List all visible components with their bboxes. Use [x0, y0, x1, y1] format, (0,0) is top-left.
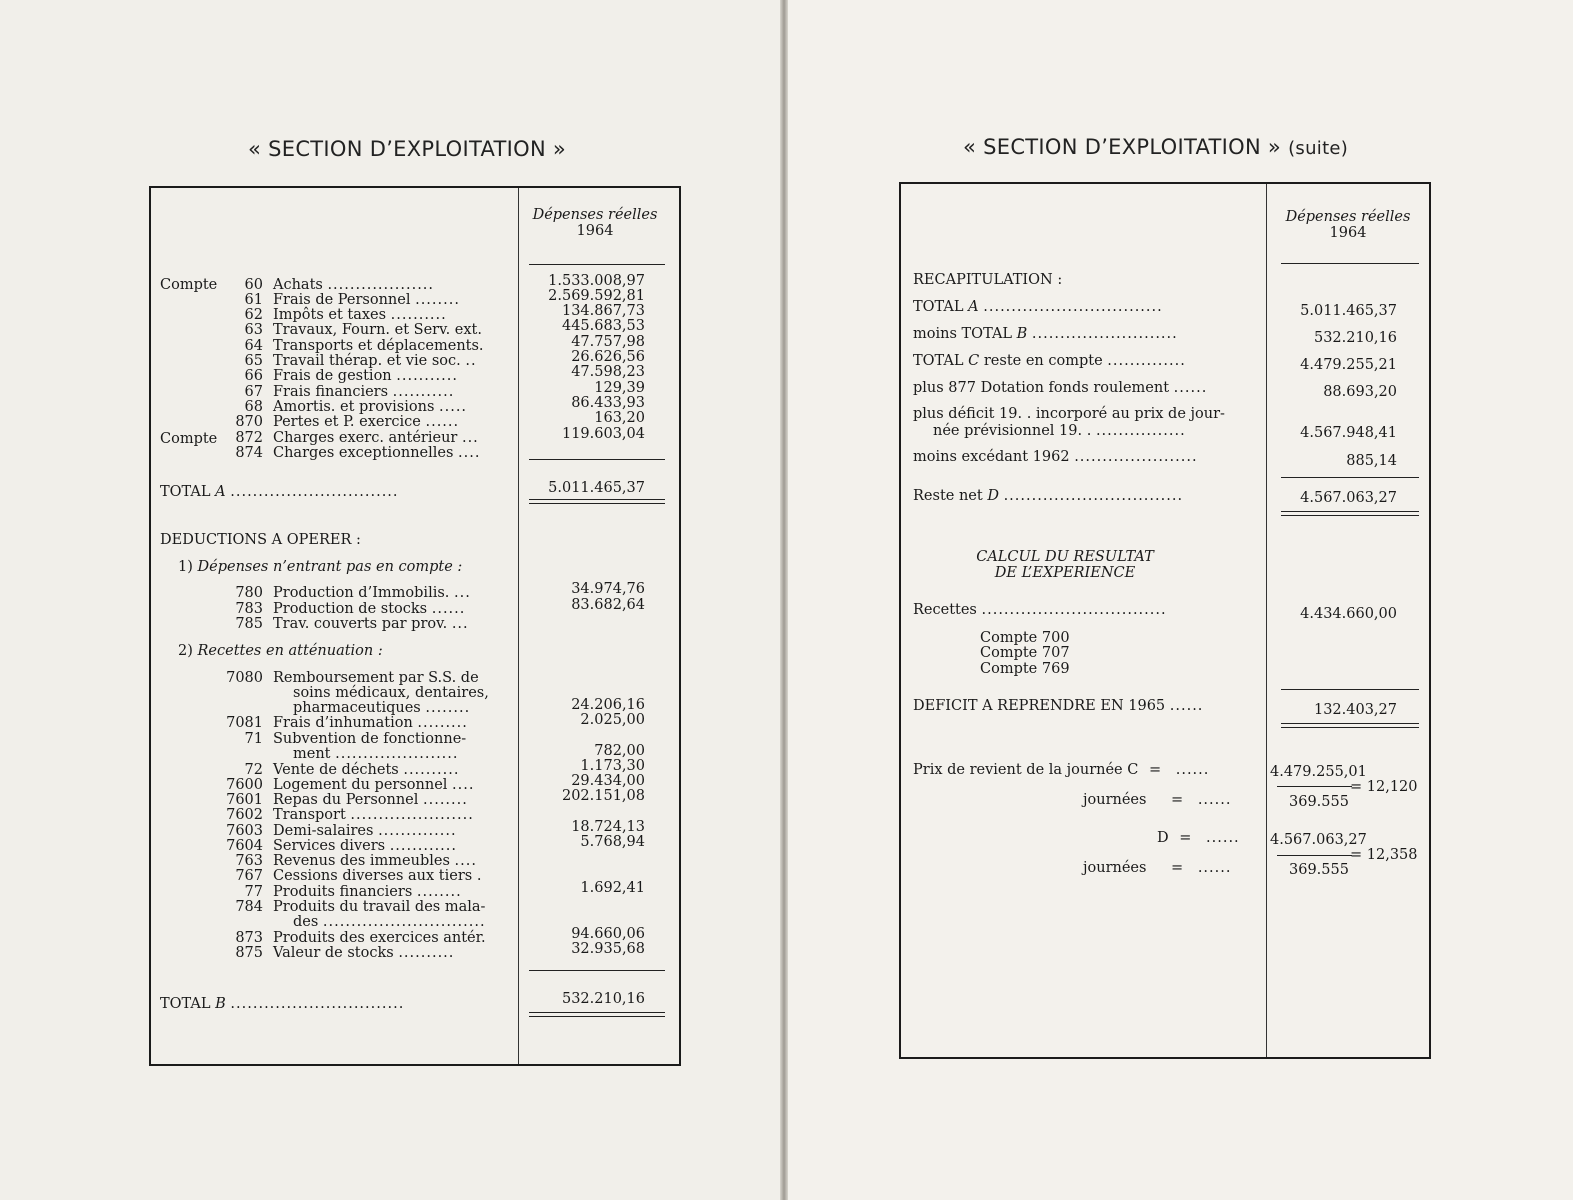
- item-7080-amount: 24.206,16: [571, 697, 645, 713]
- code-7080: 7080: [226, 670, 263, 686]
- column-header-year: 1964: [576, 223, 614, 239]
- account-code: 61: [244, 292, 263, 308]
- account-label: [273, 399, 467, 415]
- code-71: 71: [244, 731, 263, 747]
- item-71-line2: [293, 746, 459, 762]
- leader-dots: ......: [431, 601, 466, 617]
- prix-numerator: 4.479.255,01: [1270, 764, 1367, 780]
- account-code: 7603: [226, 823, 263, 839]
- right-title-text: « SECTION D’EXPLOITATION »: [963, 135, 1282, 159]
- item-7081-dots: .........: [417, 715, 468, 731]
- excedant-row: [913, 449, 1198, 465]
- account-label-text: Transports et déplacements.: [273, 338, 484, 354]
- account-label: [273, 945, 454, 961]
- account-label: [273, 368, 458, 384]
- deficit-row: [913, 698, 1203, 714]
- account-code: 7604: [226, 838, 263, 854]
- prix-row: [913, 762, 1209, 778]
- journees-2-dots: ......: [1197, 860, 1232, 876]
- account-amount: 163,20: [594, 410, 645, 426]
- account-label-text: Vente de déchets: [273, 762, 399, 778]
- d-fraction-bar: [1277, 855, 1352, 856]
- deficit-line-2: [933, 423, 1186, 439]
- compte-769: Compte 769: [980, 661, 1070, 677]
- section-2-label: Recettes en atténuation :: [197, 643, 383, 659]
- account-amount: 2.569.592,81: [548, 288, 645, 304]
- account-code: 872: [235, 430, 263, 446]
- account-label-text: Travaux, Fourn. et Serv. ext.: [273, 322, 482, 338]
- column-header-title: Dépenses réelles: [1285, 209, 1411, 225]
- account-label-text: Demi-salaires: [273, 823, 374, 839]
- compte-700: Compte 700: [980, 630, 1070, 646]
- account-code: 870: [235, 414, 263, 430]
- recap-line-prefix: moins TOTAL: [913, 326, 1013, 342]
- account-amount: 18.724,13: [571, 819, 645, 835]
- item-71-line1: Subvention de fonctionne-: [273, 731, 467, 747]
- recettes-dots: .................................: [981, 602, 1167, 618]
- account-label: [273, 838, 457, 854]
- account-label: [273, 792, 468, 808]
- item-7081-text: Frais d’inhumation: [273, 715, 413, 731]
- account-label: [273, 777, 474, 793]
- account-label: [273, 292, 460, 308]
- account-label: [273, 823, 457, 839]
- recap-line-prefix: TOTAL: [913, 299, 964, 315]
- account-label-text: Services divers: [273, 838, 386, 854]
- account-code: 7600: [226, 777, 263, 793]
- calcul-heading-2: DE L’EXPERIENCE: [994, 565, 1136, 581]
- account-amount: 1.173,30: [580, 758, 645, 774]
- leader-dots: ............: [389, 838, 458, 854]
- total-b-row: [160, 996, 404, 1012]
- book-gutter: [780, 0, 788, 1200]
- compte-label: Compte: [160, 277, 218, 293]
- d-eq: =: [1179, 830, 1192, 846]
- leader-dots: .: [476, 868, 483, 884]
- account-label: [273, 807, 474, 823]
- recap-line-amount: 5.011.465,37: [1300, 303, 1397, 319]
- account-label-text: Frais de gestion: [273, 368, 392, 384]
- item-784-line2: [293, 914, 486, 930]
- account-amount: 445.683,53: [561, 318, 645, 334]
- reste-net-label: Reste net: [913, 488, 983, 504]
- total-a-dots: ..............................: [230, 484, 399, 500]
- leader-dots: ...................: [327, 277, 435, 293]
- recap-line: [913, 353, 1186, 369]
- account-code: 66: [244, 368, 263, 384]
- right-page-title: [963, 135, 1348, 159]
- deficit-amount: 132.403,27: [1313, 702, 1397, 718]
- account-amount: 26.626,56: [571, 349, 645, 365]
- prix-eq: =: [1148, 762, 1162, 778]
- recap-line-prefix: TOTAL: [913, 353, 964, 369]
- account-code: 62: [244, 307, 263, 323]
- account-amount: 1.533.008,97: [548, 273, 645, 289]
- prix-result: = 12,120: [1350, 779, 1418, 795]
- total-b-amount: 532.210,16: [561, 991, 645, 1007]
- account-code: 785: [235, 616, 263, 632]
- leader-dots: ..............: [1107, 353, 1186, 369]
- item-7080-line3-text: pharmaceutiques: [293, 700, 421, 716]
- item-7081-label: [273, 715, 468, 731]
- deficit-label: DEFICIT A REPRENDRE EN 1965: [913, 698, 1166, 714]
- account-code: 783: [235, 601, 263, 617]
- leader-dots: ........: [423, 792, 468, 808]
- journees-1-eq: =: [1171, 792, 1184, 808]
- subtotal-rule: [529, 459, 665, 460]
- account-label-text: Revenus des immeubles: [273, 853, 450, 869]
- account-label: [273, 868, 482, 884]
- leader-dots: ...: [461, 430, 479, 446]
- account-label: [273, 930, 486, 946]
- deficit-line-1: plus déficit 19. . incorporé au prix de jour-: [913, 406, 1225, 422]
- leader-dots: ....: [454, 853, 477, 869]
- account-label-text: Charges exceptionnelles: [273, 445, 454, 461]
- deductions-heading: DEDUCTIONS A OPERER :: [160, 532, 361, 548]
- column-divider: [518, 188, 519, 1064]
- account-label: [273, 277, 434, 293]
- account-code: 68: [244, 399, 263, 415]
- prix-label: Prix de revient de la journée C: [913, 762, 1139, 778]
- section-1-label: Dépenses n’entrant pas en compte :: [197, 559, 463, 575]
- account-amount: 129,39: [594, 380, 645, 396]
- excedant-dots: ......................: [1074, 449, 1198, 465]
- account-label: [273, 601, 465, 617]
- recap-line-suffix: reste en compte: [983, 353, 1103, 369]
- account-label-text: Valeur de stocks: [273, 945, 394, 961]
- account-code: 780: [235, 585, 263, 601]
- recettes-label: Recettes: [913, 602, 977, 618]
- leader-dots: ......................: [350, 807, 474, 823]
- account-code: 72: [244, 762, 263, 778]
- d-denominator: 369.555: [1289, 862, 1349, 878]
- code-784: 784: [235, 899, 263, 915]
- item-7080-line2: soins médicaux, dentaires,: [293, 685, 489, 701]
- account-amount: 29.434,00: [571, 773, 645, 789]
- account-label-text: Production d’Immobilis.: [273, 585, 450, 601]
- total-b-double-rule: [529, 1012, 665, 1017]
- account-code: 77: [244, 884, 263, 900]
- account-amount: 32.935,68: [571, 941, 645, 957]
- account-code: 7602: [226, 807, 263, 823]
- total-a-amount: 5.011.465,37: [548, 480, 645, 496]
- recap-line-letter: B: [1016, 326, 1028, 342]
- account-label-text: Impôts et taxes: [273, 307, 387, 323]
- account-label: [273, 884, 462, 900]
- item-7080-line1: Remboursement par S.S. de: [273, 670, 479, 686]
- account-amount: 119.603,04: [561, 426, 645, 442]
- leader-dots: ...: [451, 616, 469, 632]
- total-a-letter: A: [215, 484, 226, 500]
- header-rule: [529, 264, 665, 265]
- deficit-line-2-text: née prévisionnel 19. .: [933, 423, 1092, 439]
- d-numerator: 4.567.063,27: [1270, 832, 1367, 848]
- account-label-text: Production de stocks: [273, 601, 428, 617]
- account-amount: 86.433,93: [571, 395, 645, 411]
- right-title-suite: (suite): [1288, 138, 1349, 159]
- total-b-label: TOTAL: [160, 996, 211, 1012]
- leader-dots: ..........................: [1031, 326, 1178, 342]
- account-label-text: Frais de Personnel: [273, 292, 411, 308]
- leader-dots: ......: [425, 414, 460, 430]
- account-label-text: Produits financiers: [273, 884, 413, 900]
- account-code: 63: [244, 322, 263, 338]
- column-divider: [1266, 184, 1267, 1057]
- left-page-title: « SECTION D’EXPLOITATION »: [248, 137, 567, 161]
- column-header-year: 1964: [1329, 225, 1367, 241]
- subtotal-rule-b: [529, 970, 665, 971]
- recap-line-letter: C: [968, 353, 980, 369]
- account-label: [273, 353, 477, 369]
- account-label: [273, 414, 459, 430]
- section-1-number: 1): [178, 559, 193, 575]
- account-amount: 202.151,08: [561, 788, 645, 804]
- account-code: 60: [244, 277, 263, 293]
- compte-label: Compte: [160, 431, 218, 447]
- item-71-line2-text: ment: [293, 746, 331, 762]
- account-label: [273, 585, 471, 601]
- d-result: = 12,358: [1350, 847, 1418, 863]
- d-label: D: [1157, 830, 1169, 846]
- leader-dots: ........: [416, 884, 462, 900]
- leader-dots: ..........: [398, 945, 455, 961]
- journees-2-row: [1083, 860, 1231, 876]
- header-rule: [1281, 263, 1419, 264]
- recettes-amount: 4.434.660,00: [1300, 606, 1397, 622]
- prix-denominator: 369.555: [1289, 794, 1349, 810]
- deficit-line-amount: 4.567.948,41: [1300, 425, 1397, 441]
- account-label: [273, 430, 479, 446]
- calcul-heading-1: CALCUL DU RESULTAT: [976, 549, 1154, 565]
- recettes-row: [913, 602, 1167, 618]
- leader-dots: ...: [454, 585, 471, 601]
- recap-heading: RECAPITULATION :: [913, 272, 1063, 288]
- excedant-amount: 885,14: [1346, 453, 1397, 469]
- account-label-text: Trav. couverts par prov.: [273, 616, 448, 632]
- account-amount: 1.692,41: [580, 880, 645, 896]
- account-label: [273, 445, 480, 461]
- account-label: [273, 307, 447, 323]
- journees-1-row: [1083, 792, 1231, 808]
- deficit-rule: [1281, 689, 1419, 690]
- journees-2-eq: =: [1171, 860, 1184, 876]
- leader-dots: ................................: [983, 299, 1163, 315]
- journees-2-label: journées: [1083, 860, 1147, 876]
- item-784-line1: Produits du travail des mala-: [273, 899, 486, 915]
- d-dots: ......: [1206, 830, 1240, 846]
- item-7081-amount: 2.025,00: [580, 712, 645, 728]
- account-code: 7601: [226, 792, 263, 808]
- recap-line: [913, 299, 1163, 315]
- recap-line-amount: 88.693,20: [1323, 384, 1397, 400]
- account-label-text: Logement du personnel: [273, 777, 448, 793]
- deficit-dots: ......: [1169, 698, 1204, 714]
- account-code: 873: [235, 930, 263, 946]
- account-code: 875: [235, 945, 263, 961]
- account-label-text: Travail thérap. et vie soc.: [273, 353, 461, 369]
- journees-1-label: journées: [1083, 792, 1147, 808]
- section-2-number: 2): [178, 643, 193, 659]
- reste-net-double-rule: [1281, 511, 1419, 516]
- code-7081: 7081: [226, 715, 263, 731]
- recap-line-prefix: plus 877 Dotation fonds roulement: [913, 380, 1170, 396]
- compte-707: Compte 707: [980, 645, 1070, 661]
- account-code: 767: [235, 868, 263, 884]
- account-amount: 5.768,94: [580, 834, 645, 850]
- leader-dots: ...........: [392, 384, 455, 400]
- d-row: [1157, 830, 1240, 846]
- account-amount: 47.598,23: [571, 364, 645, 380]
- leader-dots: ..........: [390, 307, 447, 323]
- column-header-title: Dépenses réelles: [532, 207, 658, 223]
- account-code: 67: [244, 384, 263, 400]
- account-amount: 83.682,64: [571, 597, 645, 613]
- total-a-double-rule: [529, 499, 665, 504]
- reste-rule: [1281, 477, 1419, 478]
- recap-line-amount: 4.479.255,21: [1300, 357, 1397, 373]
- leader-dots: ........: [415, 292, 460, 308]
- total-b-letter: B: [215, 996, 226, 1012]
- account-amount: 134.867,73: [561, 303, 645, 319]
- account-code: 65: [244, 353, 263, 369]
- reste-net-dots: ................................: [1003, 488, 1184, 504]
- account-label-text: Transport: [273, 807, 346, 823]
- item-71-dots: ......................: [335, 746, 459, 762]
- account-label-text: Achats: [273, 277, 323, 293]
- leader-dots: ....: [458, 445, 481, 461]
- leader-dots: ....: [452, 777, 475, 793]
- leader-dots: ...........: [396, 368, 458, 384]
- prix-dots: ......: [1175, 762, 1210, 778]
- account-label-text: Pertes et P. exercice: [273, 414, 421, 430]
- account-label-text: Produits des exercices antér.: [273, 930, 486, 946]
- section-2-heading: [178, 643, 383, 659]
- account-label: [273, 384, 454, 400]
- item-71-amount: 782,00: [594, 743, 645, 759]
- leader-dots: .....: [439, 399, 468, 415]
- total-a-label: TOTAL: [160, 484, 211, 500]
- excedant-label: moins excédant 1962: [913, 449, 1070, 465]
- account-label-text: Repas du Personnel: [273, 792, 419, 808]
- recap-line-letter: A: [968, 299, 979, 315]
- leader-dots: ..........: [403, 762, 460, 778]
- deficit-line-dots: ................: [1095, 423, 1186, 439]
- reste-net-amount: 4.567.063,27: [1300, 490, 1397, 506]
- account-label: [273, 338, 484, 354]
- item-7080-line3: [293, 700, 470, 716]
- account-label-text: Amortis. et provisions: [273, 399, 435, 415]
- prix-fraction-bar: [1277, 786, 1352, 787]
- account-code: 64: [244, 338, 263, 354]
- account-label-text: Cessions diverses aux tiers: [273, 868, 473, 884]
- account-label: [273, 616, 469, 632]
- account-amount: 34.974,76: [571, 581, 645, 597]
- account-label: [273, 762, 459, 778]
- journees-1-dots: ......: [1197, 792, 1232, 808]
- reste-net-letter: D: [987, 488, 999, 504]
- account-code: 763: [235, 853, 263, 869]
- leader-dots: ..............: [378, 823, 457, 839]
- account-label: [273, 322, 482, 338]
- total-b-dots: ...............................: [230, 996, 405, 1012]
- section-1-heading: [178, 559, 462, 575]
- deficit-double-rule: [1281, 723, 1419, 728]
- reste-net-row: [913, 488, 1183, 504]
- leader-dots: ......: [1173, 380, 1208, 396]
- total-a-row: [160, 484, 399, 500]
- account-amount: 47.757,98: [571, 334, 645, 350]
- account-label-text: Frais financiers: [273, 384, 389, 400]
- item-784-dots: .............................: [322, 914, 486, 930]
- leader-dots: ..: [465, 353, 477, 369]
- item-7080-dots: ........: [425, 700, 471, 716]
- item-784-line2-text: des: [293, 914, 319, 930]
- account-amount: 94.660,06: [571, 926, 645, 942]
- account-label-text: Charges exerc. antérieur: [273, 430, 458, 446]
- account-label: [273, 853, 477, 869]
- recap-line-amount: 532.210,16: [1313, 330, 1397, 346]
- account-code: 874: [235, 445, 263, 461]
- recap-line: [913, 326, 1178, 342]
- recap-line: [913, 380, 1207, 396]
